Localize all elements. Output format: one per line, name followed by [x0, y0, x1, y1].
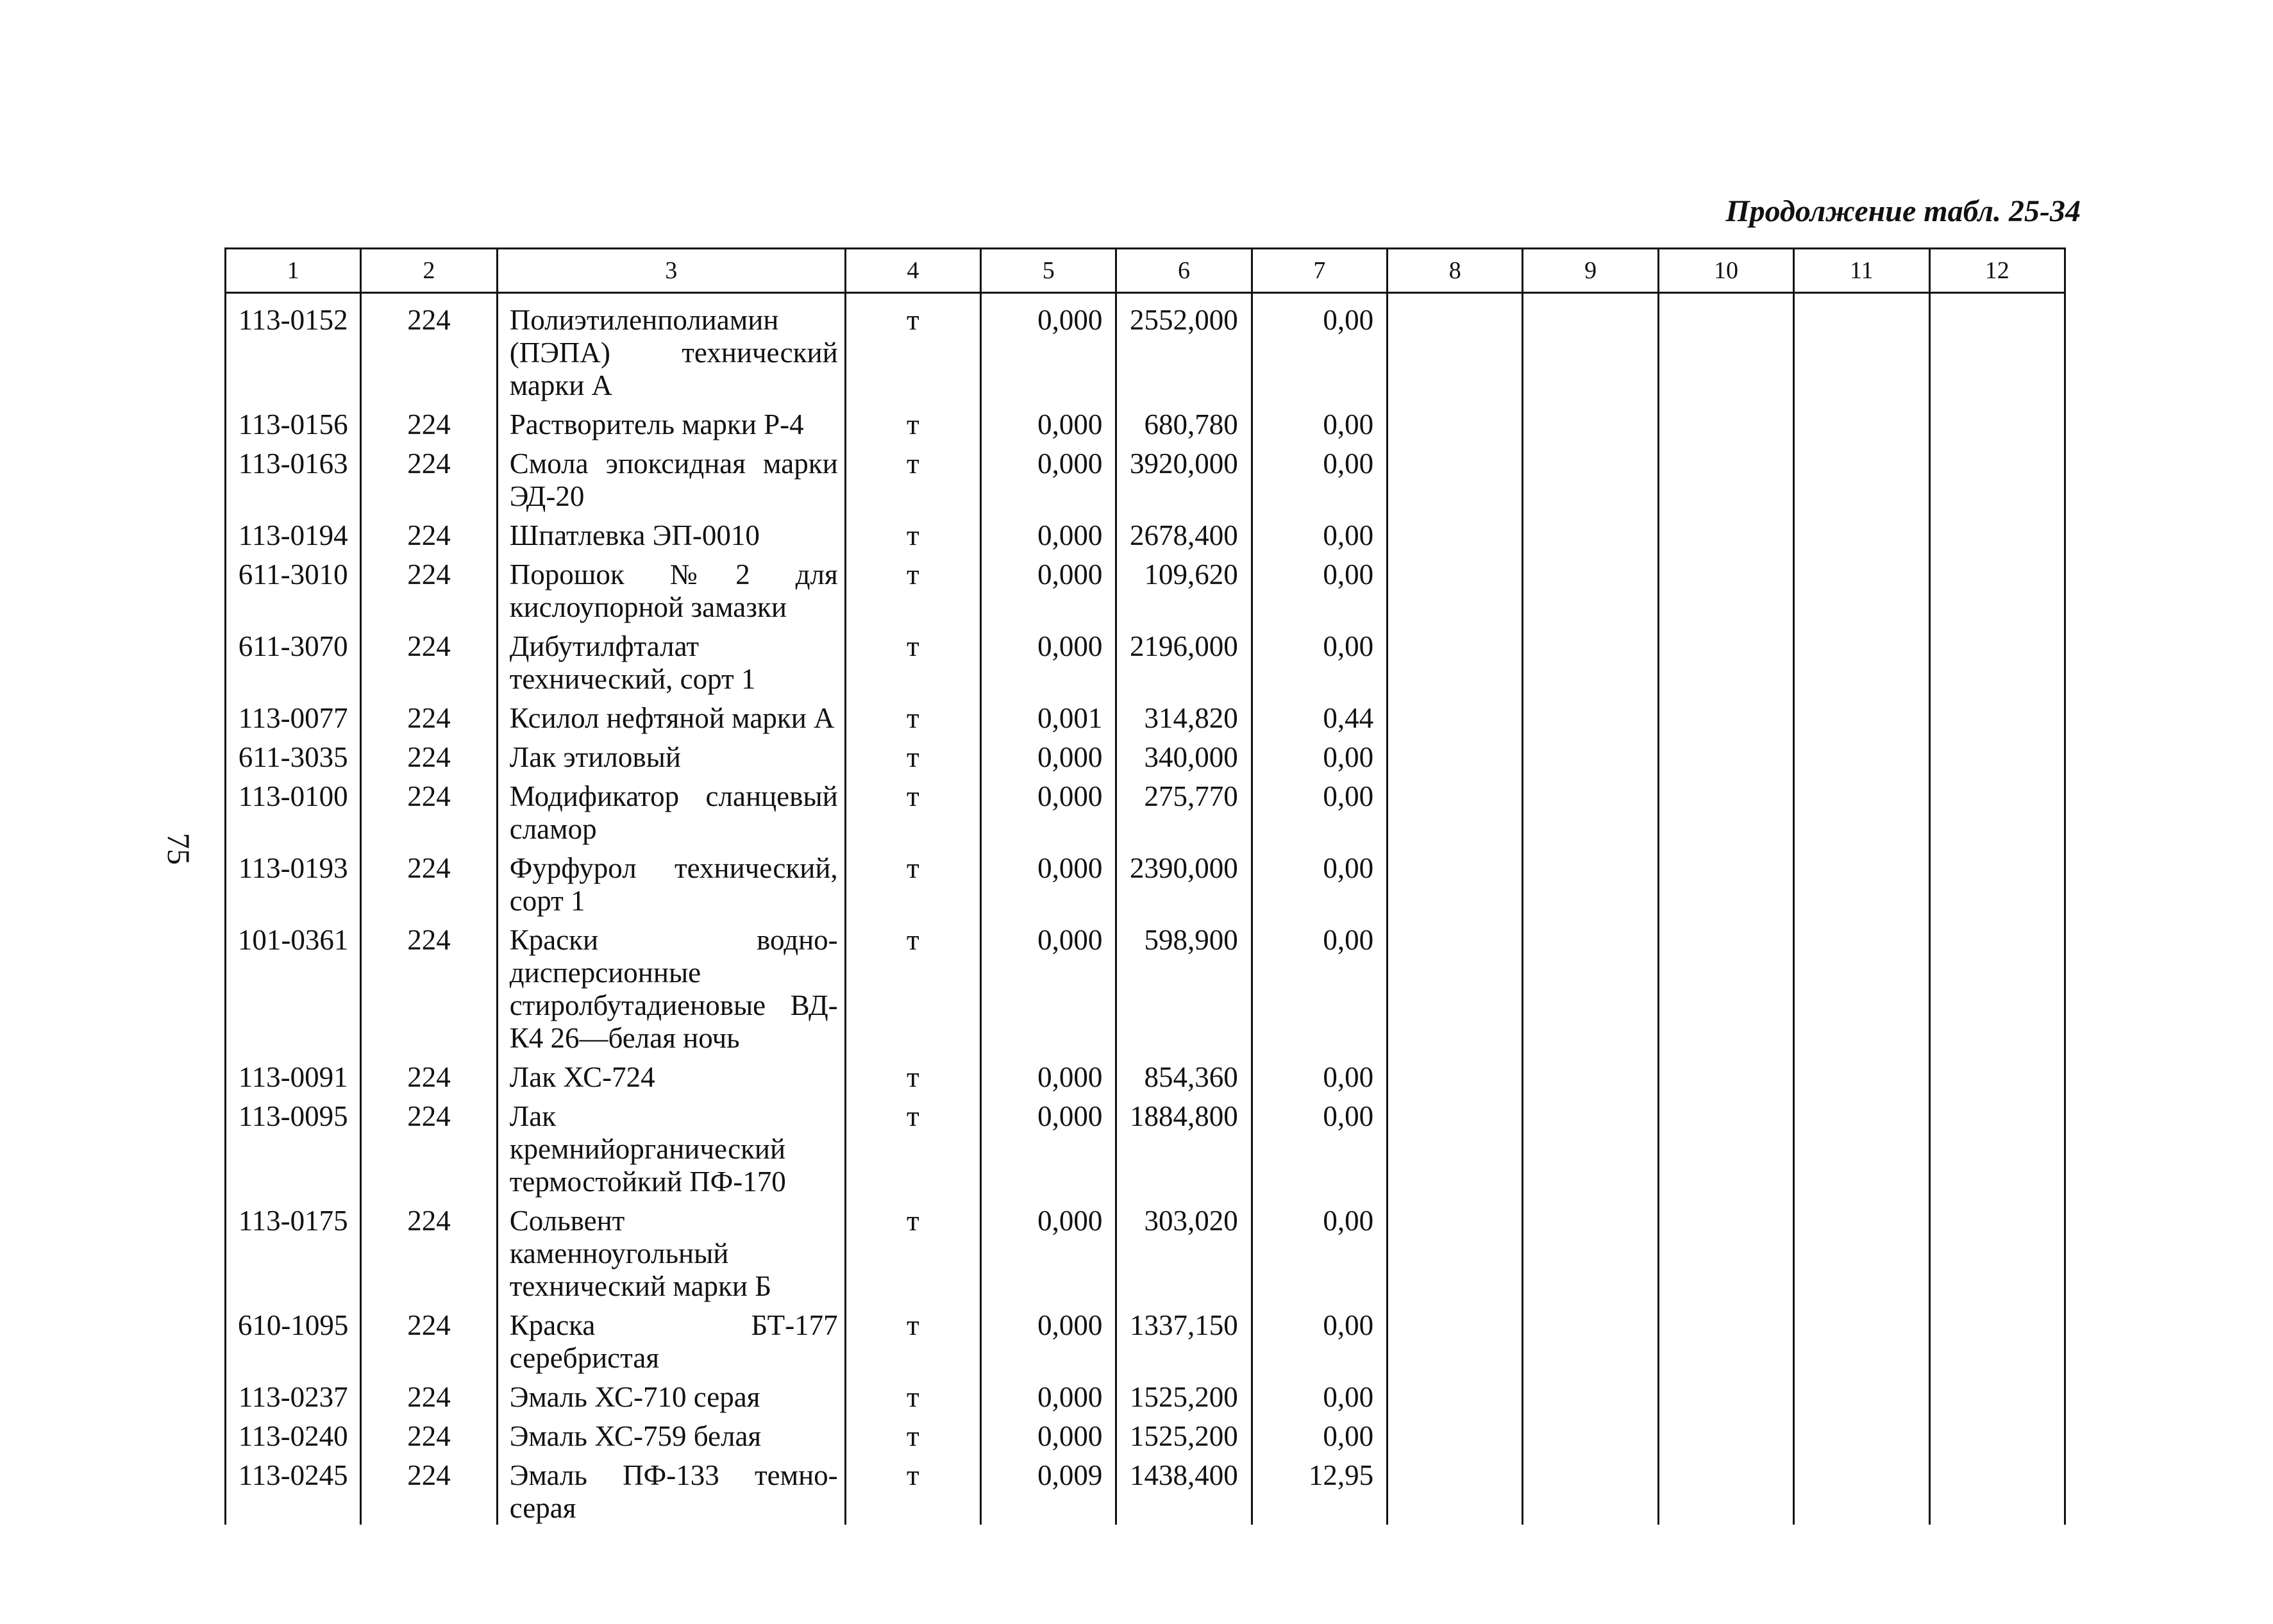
material-code: 113-0194 [226, 513, 361, 552]
column-5-value: 0,000 [981, 624, 1116, 696]
material-name: Шпатлевка ЭП-0010 [497, 513, 845, 552]
unit-of-measure: т [845, 1453, 980, 1525]
empty-cell [1929, 441, 2065, 513]
column-7-value: 0,00 [1252, 624, 1387, 696]
material-code: 101-0361 [226, 917, 361, 1055]
material-code: 113-0095 [226, 1094, 361, 1198]
material-code: 113-0163 [226, 441, 361, 513]
material-name: Лак этиловый [497, 735, 845, 774]
column-7-value: 0,00 [1252, 513, 1387, 552]
column-6-value: 854,360 [1116, 1055, 1252, 1094]
material-code: 113-0237 [226, 1375, 361, 1414]
empty-cell [1523, 735, 1658, 774]
material-name: Модификатор сланцевый сламор [497, 774, 845, 846]
column-6-value: 2552,000 [1116, 293, 1252, 403]
column-2-value: 224 [361, 402, 497, 441]
empty-cell [1523, 624, 1658, 696]
column-7-value: 0,00 [1252, 293, 1387, 403]
unit-of-measure: т [845, 1094, 980, 1198]
material-name: Краски водно-дисперсионные стиролбутадиеновые ВД-К4 26—белая ночь [497, 917, 845, 1055]
column-7-value: 0,00 [1252, 1094, 1387, 1198]
column-7-value: 0,00 [1252, 917, 1387, 1055]
column-6-value: 1525,200 [1116, 1375, 1252, 1414]
column-header: 2 [361, 249, 497, 293]
column-6-value: 2196,000 [1116, 624, 1252, 696]
table-row [226, 1375, 2065, 1414]
material-code: 113-0091 [226, 1055, 361, 1094]
table-row [226, 441, 2065, 513]
column-5-value: 0,000 [981, 1198, 1116, 1303]
empty-cell [1523, 441, 1658, 513]
column-2-value: 224 [361, 1414, 497, 1453]
table-row [226, 293, 2065, 403]
empty-cell [1794, 441, 1929, 513]
material-code: 113-0193 [226, 846, 361, 917]
empty-cell [1794, 735, 1929, 774]
empty-cell [1658, 293, 1793, 403]
empty-cell [1794, 293, 1929, 403]
column-header: 5 [981, 249, 1116, 293]
table-caption: Продолжение табл. 25-34 [1725, 194, 2081, 228]
empty-cell [1523, 402, 1658, 441]
empty-cell [1658, 402, 1793, 441]
column-7-value: 0,00 [1252, 1414, 1387, 1453]
material-code: 113-0240 [226, 1414, 361, 1453]
column-2-value: 224 [361, 1094, 497, 1198]
empty-cell [1388, 774, 1523, 846]
column-2-value: 224 [361, 1198, 497, 1303]
material-name: Растворитель марки Р-4 [497, 402, 845, 441]
column-5-value: 0,000 [981, 846, 1116, 917]
empty-cell [1523, 1375, 1658, 1414]
unit-of-measure: т [845, 513, 980, 552]
material-name: Порошок №2 для кислоупорной замазки [497, 552, 845, 624]
material-name: Сольвент каменноугольный технический марки Б [497, 1198, 845, 1303]
unit-of-measure: т [845, 917, 980, 1055]
material-name: Лак ХС-724 [497, 1055, 845, 1094]
empty-cell [1929, 846, 2065, 917]
column-2-value: 224 [361, 513, 497, 552]
unit-of-measure: т [845, 441, 980, 513]
table-row [226, 402, 2065, 441]
column-header: 4 [845, 249, 980, 293]
column-6-value: 2678,400 [1116, 513, 1252, 552]
unit-of-measure: т [845, 624, 980, 696]
column-2-value: 224 [361, 1303, 497, 1375]
material-code: 611-3010 [226, 552, 361, 624]
unit-of-measure: т [845, 1303, 980, 1375]
table-row [226, 1453, 2065, 1525]
material-name: Смола эпоксидная марки ЭД-20 [497, 441, 845, 513]
column-header: 8 [1388, 249, 1523, 293]
column-header: 9 [1523, 249, 1658, 293]
empty-cell [1929, 1453, 2065, 1525]
column-2-value: 224 [361, 696, 497, 735]
unit-of-measure: т [845, 1055, 980, 1094]
column-6-value: 1438,400 [1116, 1453, 1252, 1525]
material-code: 611-3035 [226, 735, 361, 774]
column-7-value: 0,00 [1252, 402, 1387, 441]
column-header: 7 [1252, 249, 1387, 293]
material-name: Полиэтиленполиамин (ПЭПА) технический марки А [497, 293, 845, 403]
material-name: Ксилол нефтяной марки А [497, 696, 845, 735]
column-2-value: 224 [361, 441, 497, 513]
empty-cell [1929, 624, 2065, 696]
column-5-value: 0,000 [981, 402, 1116, 441]
material-code: 113-0175 [226, 1198, 361, 1303]
empty-cell [1794, 1303, 1929, 1375]
column-header: 11 [1794, 249, 1929, 293]
column-5-value: 0,000 [981, 1094, 1116, 1198]
unit-of-measure: т [845, 696, 980, 735]
column-5-value: 0,000 [981, 1303, 1116, 1375]
column-7-value: 0,00 [1252, 1303, 1387, 1375]
empty-cell [1523, 917, 1658, 1055]
table-row [226, 1303, 2065, 1375]
empty-cell [1388, 1414, 1523, 1453]
empty-cell [1388, 1094, 1523, 1198]
empty-cell [1794, 1198, 1929, 1303]
empty-cell [1523, 1414, 1658, 1453]
column-7-value: 0,00 [1252, 1198, 1387, 1303]
material-name: Краска БТ-177 серебристая [497, 1303, 845, 1375]
column-2-value: 224 [361, 774, 497, 846]
material-name: Эмаль ПФ-133 темно-серая [497, 1453, 845, 1525]
column-6-value: 1525,200 [1116, 1414, 1252, 1453]
material-name: Эмаль ХС-759 белая [497, 1414, 845, 1453]
column-6-value: 275,770 [1116, 774, 1252, 846]
empty-cell [1794, 552, 1929, 624]
column-6-value: 1337,150 [1116, 1303, 1252, 1375]
empty-cell [1658, 1198, 1793, 1303]
empty-cell [1929, 696, 2065, 735]
empty-cell [1794, 1453, 1929, 1525]
empty-cell [1929, 402, 2065, 441]
material-code: 113-0245 [226, 1453, 361, 1525]
column-5-value: 0,000 [981, 1055, 1116, 1094]
empty-cell [1658, 1453, 1793, 1525]
column-5-value: 0,000 [981, 917, 1116, 1055]
column-6-value: 680,780 [1116, 402, 1252, 441]
empty-cell [1794, 696, 1929, 735]
material-name: Дибутилфталат технический, сорт 1 [497, 624, 845, 696]
empty-cell [1658, 1414, 1793, 1453]
table-body [226, 293, 2065, 1525]
empty-cell [1388, 917, 1523, 1055]
column-7-value: 0,00 [1252, 774, 1387, 846]
column-2-value: 224 [361, 846, 497, 917]
empty-cell [1388, 1453, 1523, 1525]
unit-of-measure: т [845, 735, 980, 774]
empty-cell [1658, 1055, 1793, 1094]
column-6-value: 314,820 [1116, 696, 1252, 735]
empty-cell [1523, 1055, 1658, 1094]
empty-cell [1794, 774, 1929, 846]
empty-cell [1929, 552, 2065, 624]
material-code: 113-0100 [226, 774, 361, 846]
empty-cell [1523, 1094, 1658, 1198]
empty-cell [1523, 1453, 1658, 1525]
column-5-value: 0,000 [981, 1414, 1116, 1453]
column-6-value: 109,620 [1116, 552, 1252, 624]
column-2-value: 224 [361, 1375, 497, 1414]
column-header: 1 [226, 249, 361, 293]
empty-cell [1929, 1375, 2065, 1414]
materials-table [224, 247, 2066, 1525]
empty-cell [1794, 513, 1929, 552]
empty-cell [1929, 293, 2065, 403]
unit-of-measure: т [845, 402, 980, 441]
column-5-value: 0,000 [981, 774, 1116, 846]
empty-cell [1388, 441, 1523, 513]
column-6-value: 598,900 [1116, 917, 1252, 1055]
empty-cell [1929, 1414, 2065, 1453]
empty-cell [1523, 1198, 1658, 1303]
page-number: 75 [161, 833, 197, 865]
column-2-value: 224 [361, 624, 497, 696]
empty-cell [1929, 774, 2065, 846]
empty-cell [1658, 846, 1793, 917]
empty-cell [1658, 441, 1793, 513]
table-row [226, 552, 2065, 624]
empty-cell [1794, 1414, 1929, 1453]
empty-cell [1523, 774, 1658, 846]
empty-cell [1929, 735, 2065, 774]
column-7-value: 0,00 [1252, 1375, 1387, 1414]
material-name: Эмаль ХС-710 серая [497, 1375, 845, 1414]
material-code: 113-0077 [226, 696, 361, 735]
table-row [226, 846, 2065, 917]
unit-of-measure: т [845, 1198, 980, 1303]
column-7-value: 12,95 [1252, 1453, 1387, 1525]
empty-cell [1929, 513, 2065, 552]
unit-of-measure: т [845, 293, 980, 403]
empty-cell [1388, 1198, 1523, 1303]
empty-cell [1523, 846, 1658, 917]
column-6-value: 2390,000 [1116, 846, 1252, 917]
column-7-value: 0,00 [1252, 846, 1387, 917]
empty-cell [1658, 774, 1793, 846]
table-row [226, 513, 2065, 552]
empty-cell [1388, 293, 1523, 403]
unit-of-measure: т [845, 552, 980, 624]
material-name: Лак кремнийорганический термостойкий ПФ-170 [497, 1094, 845, 1198]
empty-cell [1929, 1303, 2065, 1375]
empty-cell [1658, 1375, 1793, 1414]
empty-cell [1388, 735, 1523, 774]
empty-cell [1523, 293, 1658, 403]
column-2-value: 224 [361, 917, 497, 1055]
column-5-value: 0,000 [981, 552, 1116, 624]
material-code: 113-0156 [226, 402, 361, 441]
empty-cell [1929, 917, 2065, 1055]
unit-of-measure: т [845, 1414, 980, 1453]
empty-cell [1794, 624, 1929, 696]
empty-cell [1929, 1094, 2065, 1198]
table-row [226, 696, 2065, 735]
unit-of-measure: т [845, 846, 980, 917]
header-row [226, 249, 2065, 293]
empty-cell [1794, 1375, 1929, 1414]
column-header: 3 [497, 249, 845, 293]
material-code: 113-0152 [226, 293, 361, 403]
table-row [226, 774, 2065, 846]
empty-cell [1794, 1055, 1929, 1094]
column-5-value: 0,000 [981, 513, 1116, 552]
empty-cell [1388, 1303, 1523, 1375]
column-6-value: 340,000 [1116, 735, 1252, 774]
unit-of-measure: т [845, 1375, 980, 1414]
empty-cell [1388, 1055, 1523, 1094]
empty-cell [1523, 1303, 1658, 1375]
table-row [226, 624, 2065, 696]
empty-cell [1794, 846, 1929, 917]
empty-cell [1658, 735, 1793, 774]
empty-cell [1658, 917, 1793, 1055]
table-row [226, 1055, 2065, 1094]
column-header: 12 [1929, 249, 2065, 293]
column-7-value: 0,44 [1252, 696, 1387, 735]
table-row [226, 917, 2065, 1055]
empty-cell [1388, 402, 1523, 441]
empty-cell [1523, 696, 1658, 735]
column-7-value: 0,00 [1252, 552, 1387, 624]
empty-cell [1388, 624, 1523, 696]
table-row [226, 1414, 2065, 1453]
column-6-value: 1884,800 [1116, 1094, 1252, 1198]
empty-cell [1658, 513, 1793, 552]
empty-cell [1388, 552, 1523, 624]
column-7-value: 0,00 [1252, 441, 1387, 513]
column-7-value: 0,00 [1252, 735, 1387, 774]
empty-cell [1388, 513, 1523, 552]
column-2-value: 224 [361, 1055, 497, 1094]
material-code: 610-1095 [226, 1303, 361, 1375]
column-5-value: 0,009 [981, 1453, 1116, 1525]
column-header: 10 [1658, 249, 1793, 293]
empty-cell [1658, 624, 1793, 696]
empty-cell [1929, 1055, 2065, 1094]
empty-cell [1658, 1303, 1793, 1375]
empty-cell [1388, 846, 1523, 917]
empty-cell [1658, 696, 1793, 735]
material-name: Фурфурол технический, сорт 1 [497, 846, 845, 917]
empty-cell [1658, 552, 1793, 624]
column-2-value: 224 [361, 1453, 497, 1525]
material-code: 611-3070 [226, 624, 361, 696]
empty-cell [1794, 917, 1929, 1055]
column-5-value: 0,000 [981, 1375, 1116, 1414]
empty-cell [1388, 696, 1523, 735]
column-5-value: 0,000 [981, 441, 1116, 513]
empty-cell [1929, 1198, 2065, 1303]
column-6-value: 3920,000 [1116, 441, 1252, 513]
empty-cell [1794, 1094, 1929, 1198]
empty-cell [1388, 1375, 1523, 1414]
empty-cell [1658, 1094, 1793, 1198]
column-5-value: 0,000 [981, 735, 1116, 774]
table-row [226, 1094, 2065, 1198]
column-6-value: 303,020 [1116, 1198, 1252, 1303]
column-2-value: 224 [361, 552, 497, 624]
empty-cell [1523, 552, 1658, 624]
column-5-value: 0,000 [981, 293, 1116, 403]
column-7-value: 0,00 [1252, 1055, 1387, 1094]
table-row [226, 1198, 2065, 1303]
column-header: 6 [1116, 249, 1252, 293]
empty-cell [1523, 513, 1658, 552]
column-2-value: 224 [361, 293, 497, 403]
table-row [226, 735, 2065, 774]
empty-cell [1794, 402, 1929, 441]
column-2-value: 224 [361, 735, 497, 774]
column-5-value: 0,001 [981, 696, 1116, 735]
unit-of-measure: т [845, 774, 980, 846]
